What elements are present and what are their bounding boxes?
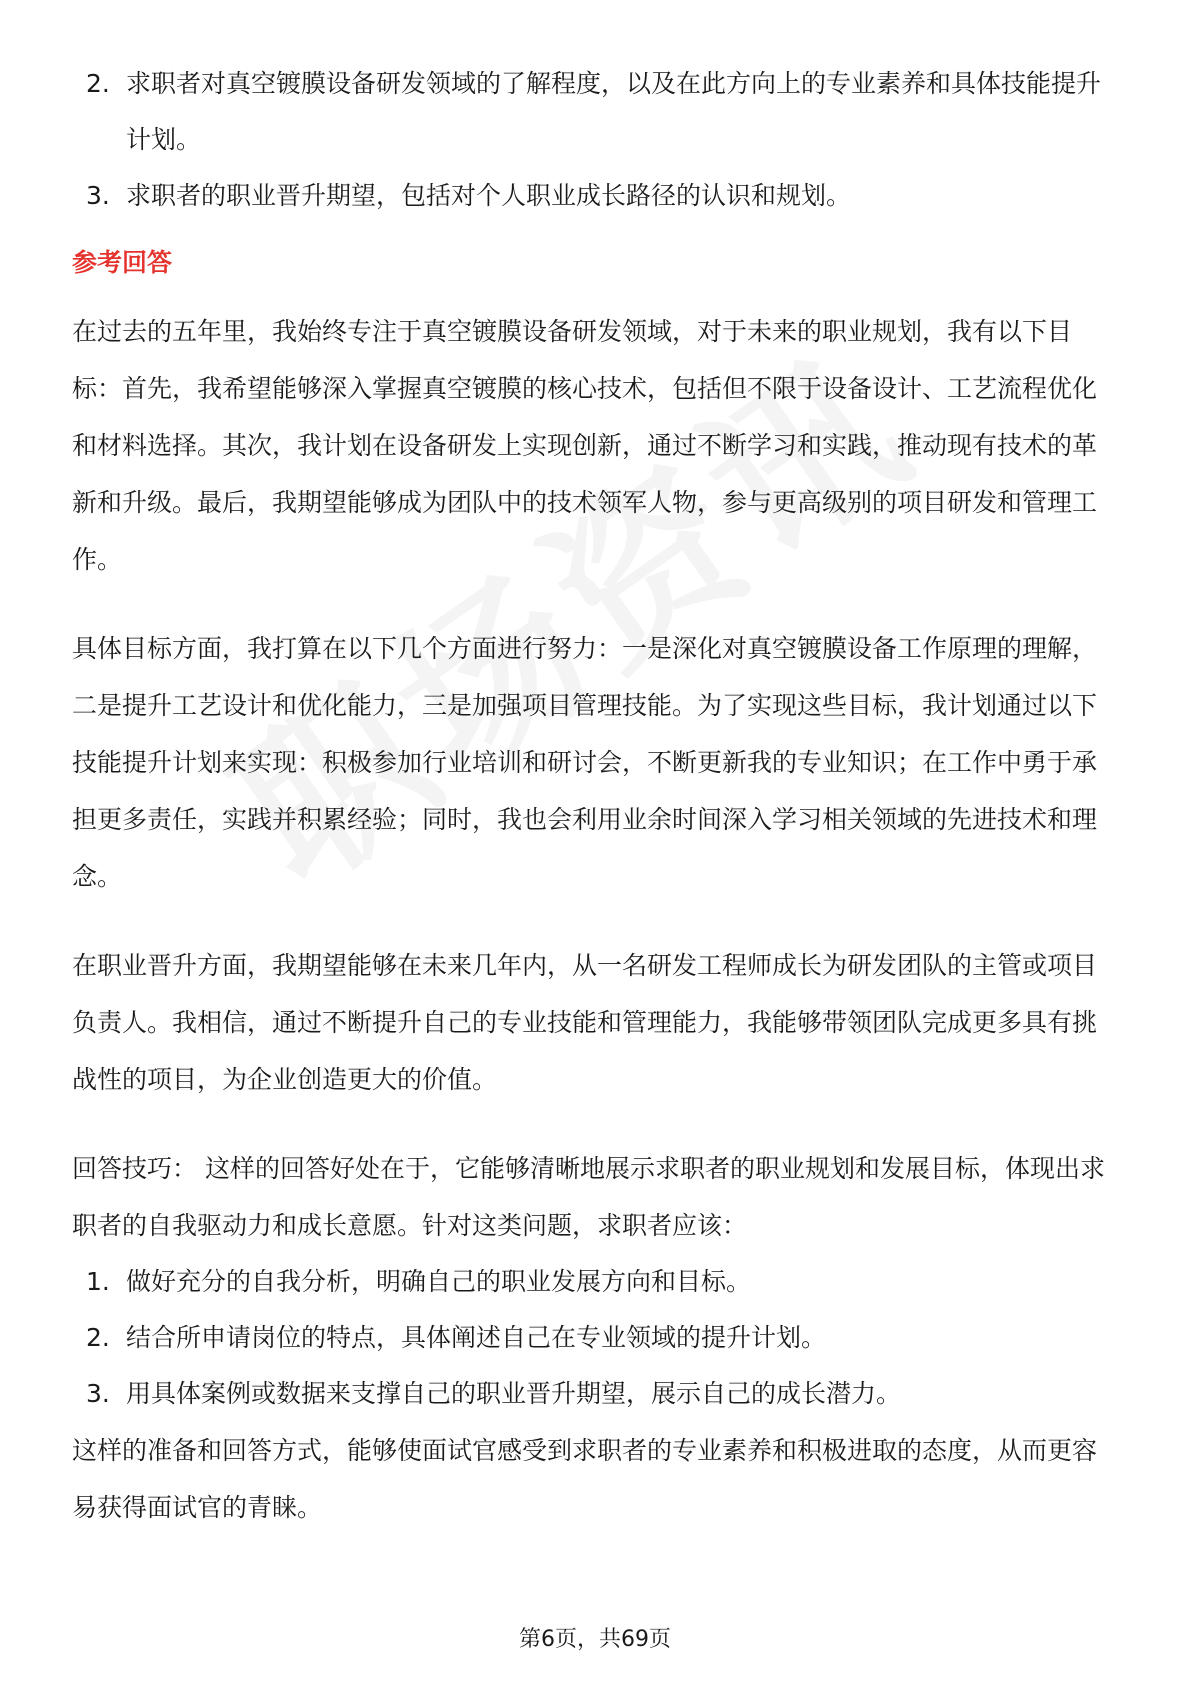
paragraph: 在职业晋升方面，我期望能够在未来几年内，从一名研发工程师成长为研发团队的主管或项目负责人。我相信，通过不断提升自己的专业技能和管理能力，我能够带领团队完成更多具有挑战性的项目，为企业创造更大的价值。 <box>72 951 1098 1094</box>
page-number: 第6页，共69页 <box>519 1627 671 1652</box>
list-item <box>72 1366 1118 1422</box>
section-heading: 参考回答 <box>72 248 173 277</box>
list-text: 求职者的职业晋升期望，包括对个人职业成长路径的认识和规划。 <box>126 181 852 210</box>
list-number: 1. <box>86 1267 110 1296</box>
list-number: 3. <box>86 181 110 210</box>
list-number: 3. <box>86 1379 110 1408</box>
list-item <box>72 1310 1118 1366</box>
tips-list <box>72 1254 1118 1422</box>
list-item <box>72 1254 1118 1310</box>
paragraph: 具体目标方面，我打算在以下几个方面进行努力：一是深化对真空镀膜设备工作原理的理解，二是提升工艺设计和优化能力，三是加强项目管理技能。为了实现这些目标，我计划通过以下技能提升计划来实现：积极参加行业培训和研讨会，不断更新我的专业知识；在工作中勇于承担更多责任，实践并积累经验；同时，我也会利用业余时间深入学习相关领域的先进技术和理念。 <box>72 634 1098 891</box>
list-number: 2. <box>86 1323 110 1352</box>
list-text: 做好充分的自我分析，明确自己的职业发展方向和目标。 <box>126 1267 752 1296</box>
document-page <box>72 56 1118 1536</box>
list-number: 2. <box>86 69 110 98</box>
list-text: 求职者对真空镀膜设备研发领域的了解程度，以及在此方向上的专业素养和具体技能提升计划。 <box>126 69 1102 154</box>
list-item <box>72 168 1118 224</box>
paragraph: 在过去的五年里，我始终专注于真空镀膜设备研发领域，对于未来的职业规划，我有以下目标：首先，我希望能够深入掌握真空镀膜的核心技术，包括但不限于设备设计、工艺流程优化和材料选择。其次，我计划在设备研发上实现创新，通过不断学习和实践，推动现有技术的革新和升级。最后，我期望能够成为团队中的技术领军人物，参与更高级别的项目研发和管理工作。 <box>72 317 1098 574</box>
tips-paragraph: 回答技巧： 这样的回答好处在于，它能够清晰地展示求职者的职业规划和发展目标，体现出求职者的自我驱动力和成长意愿。针对这类问题，求职者应该： <box>72 1154 1105 1240</box>
list-text: 用具体案例或数据来支撑自己的职业晋升期望，展示自己的成长潜力。 <box>126 1379 902 1408</box>
question-points-list <box>72 56 1118 224</box>
list-item <box>72 56 1118 168</box>
list-text: 结合所申请岗位的特点，具体阐述自己在专业领域的提升计划。 <box>126 1323 827 1352</box>
closing-paragraph: 这样的准备和回答方式，能够使面试官感受到求职者的专业素养和积极进取的态度，从而更容易获得面试官的青睐。 <box>72 1436 1098 1522</box>
